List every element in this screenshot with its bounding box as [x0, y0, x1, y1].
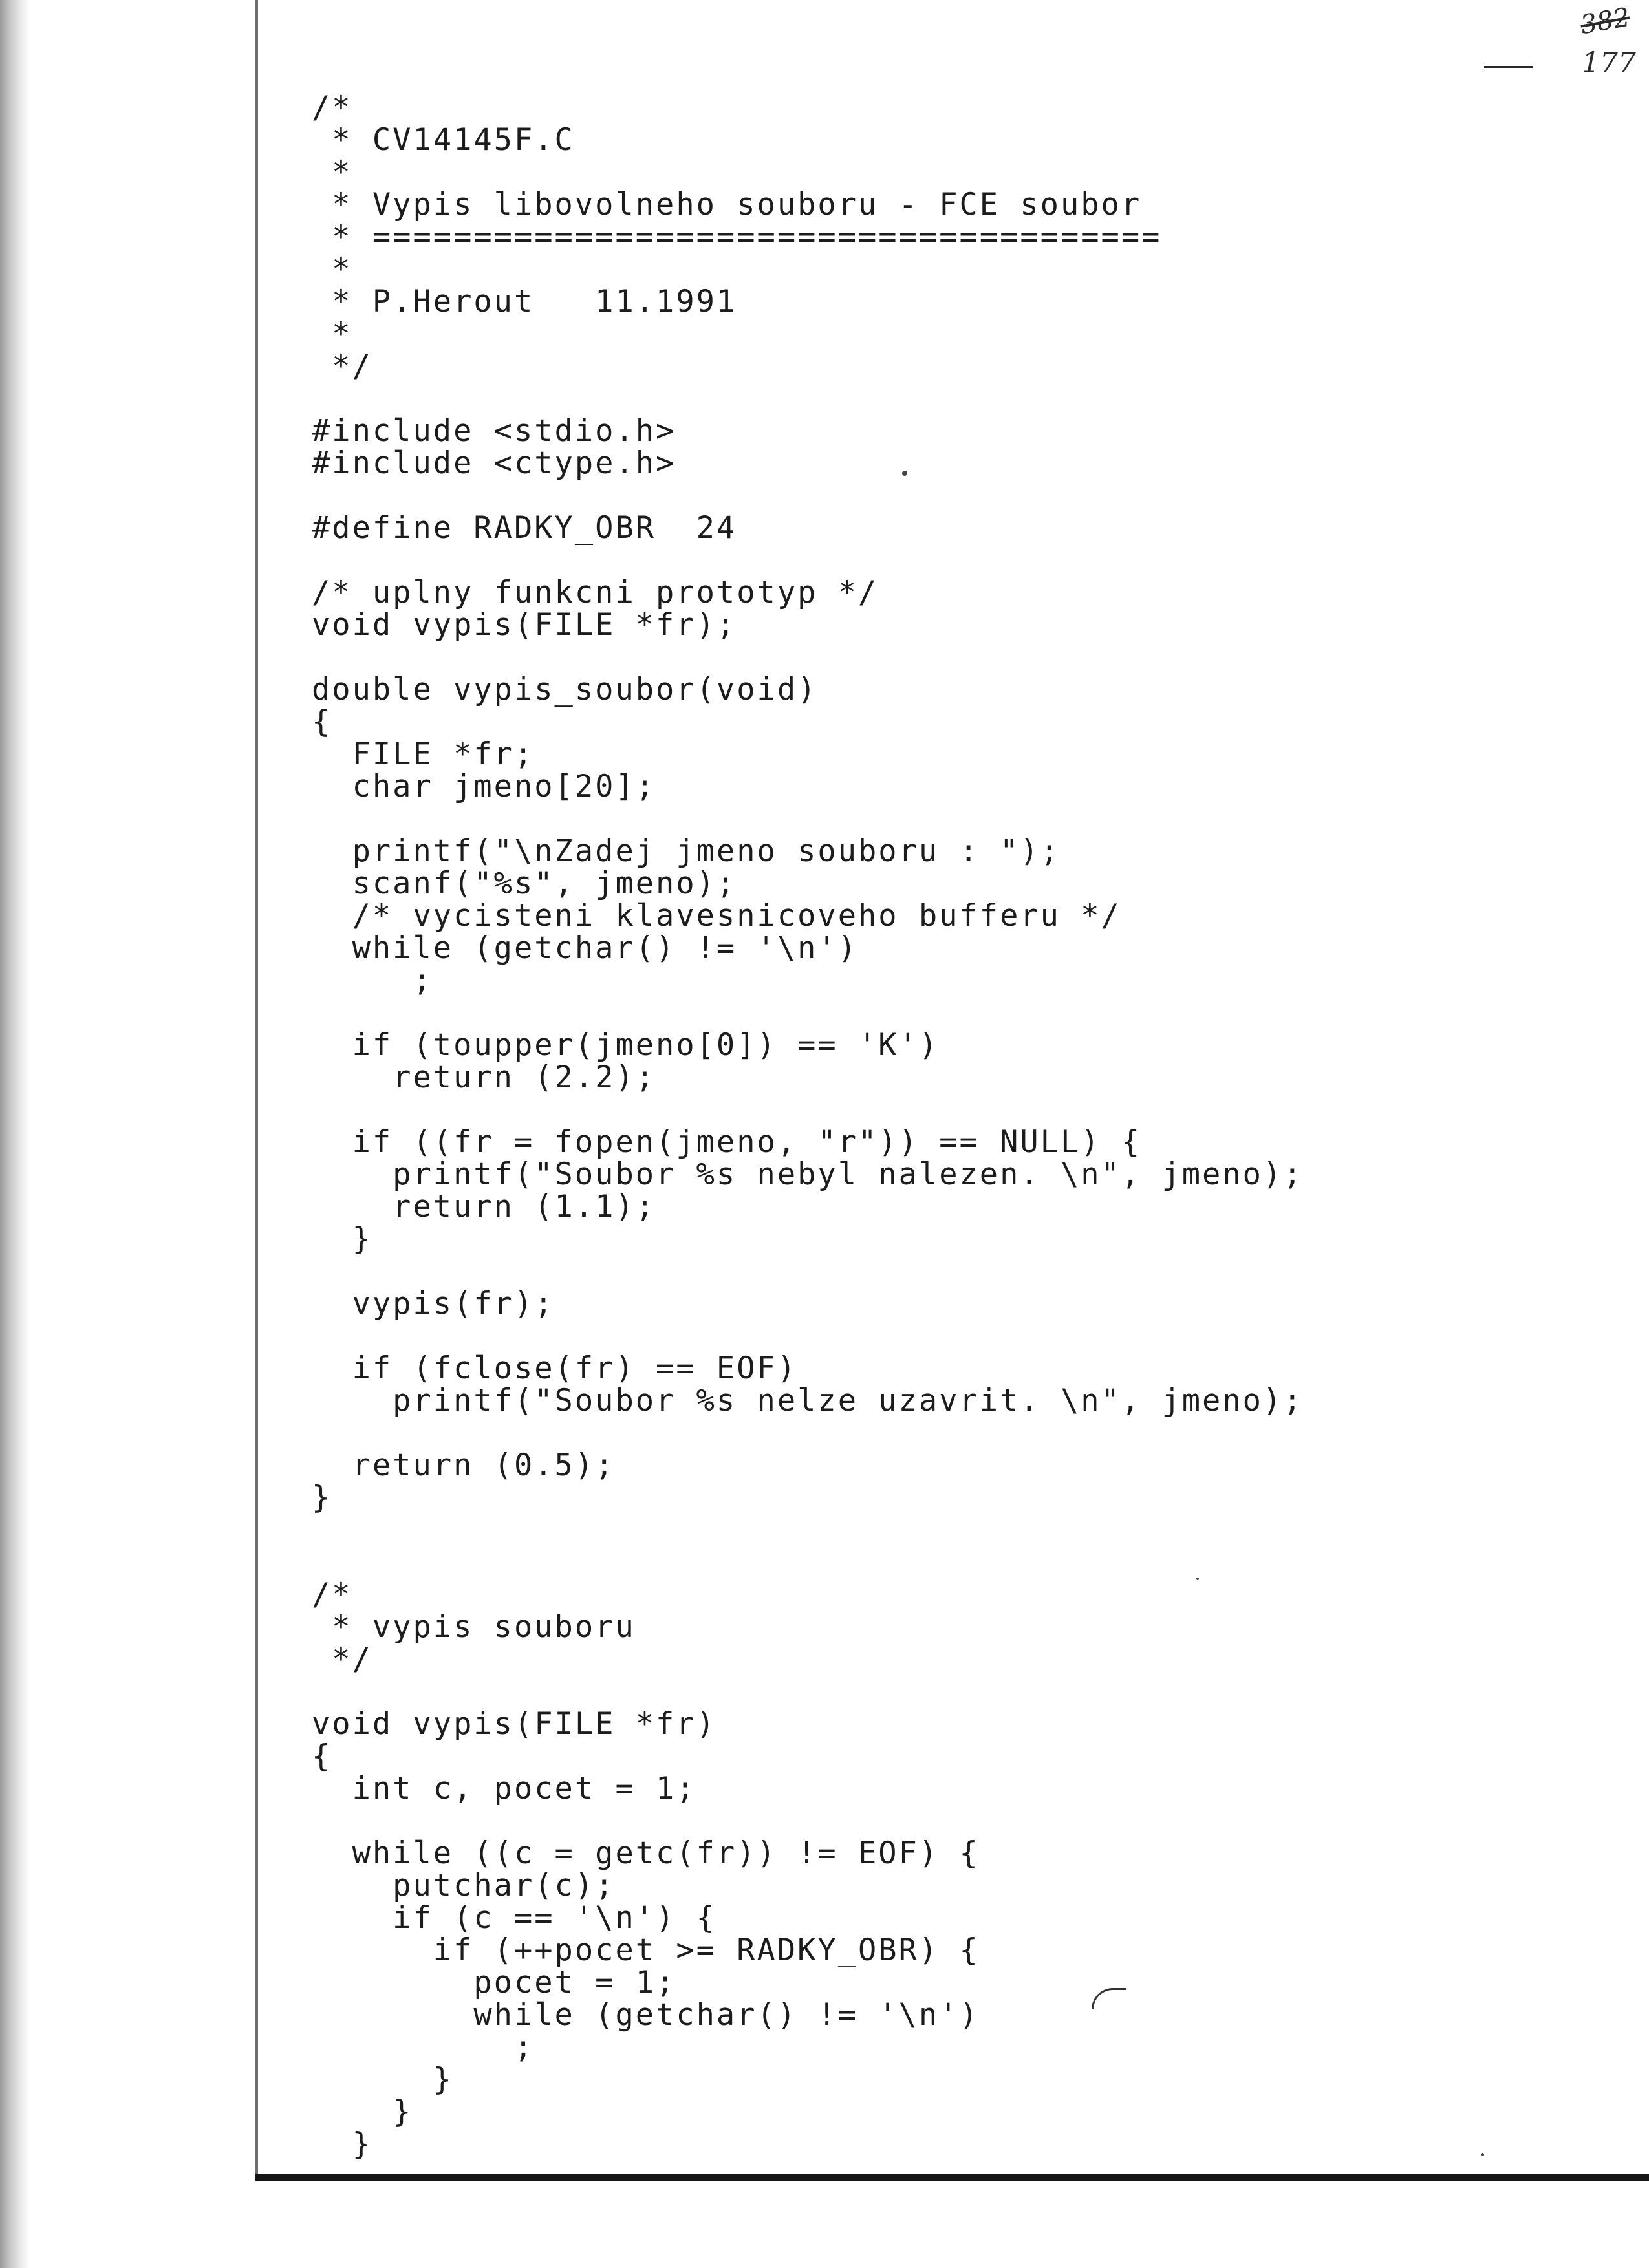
code-line: *: [312, 251, 352, 287]
code-line: return (1.1);: [312, 1189, 656, 1225]
code-line: /*: [312, 1577, 352, 1612]
code-line: #include <stdio.h>: [312, 413, 676, 449]
code-line: char jmeno[20];: [312, 769, 656, 804]
code-line: * Vypis libovolneho souboru - FCE soubor: [312, 187, 1142, 222]
code-line: *: [312, 155, 352, 190]
code-line: while ((c = getc(fr)) != EOF) {: [312, 1835, 980, 1871]
code-line: while (getchar() != '\n'): [312, 930, 859, 966]
code-line: [312, 480, 1631, 512]
code-line: FILE *fr;: [312, 736, 535, 772]
old-page-number: 382: [1578, 2, 1632, 41]
code-line: printf("Soubor %s nelze uzavrit. \n", jmeno);: [312, 1383, 1304, 1418]
code-line: [312, 1417, 1631, 1450]
code-line: printf("\nZadej jmeno souboru : ");: [312, 833, 1061, 869]
code-line: /* vycisteni klavesnicoveho bufferu */: [312, 898, 1121, 934]
code-line: {: [312, 1738, 332, 1774]
code-line: [312, 803, 1631, 835]
code-line: [312, 544, 1631, 577]
ink-speck: [1481, 2153, 1484, 2156]
code-line: if ((fr = fopen(jmeno, "r")) == NULL) {: [312, 1124, 1142, 1160]
code-line: [312, 1546, 1631, 1579]
code-listing: [312, 92, 1631, 2161]
code-line: /* uplny funkcni prototyp */: [312, 575, 879, 610]
code-line: int c, pocet = 1;: [312, 1771, 696, 1806]
code-line: ;: [312, 963, 433, 998]
bottom-rule: [255, 2174, 1649, 2181]
code-line: void vypis(FILE *fr): [312, 1706, 717, 1742]
code-line: return (2.2);: [312, 1060, 656, 1095]
code-line: [312, 1320, 1631, 1353]
code-line: [312, 641, 1631, 674]
ink-speck: [902, 471, 907, 476]
page-number-dash: [1484, 66, 1533, 68]
ink-speck: [1196, 1578, 1199, 1580]
page-number-annotation: [1474, 2, 1643, 84]
code-line: if (c == '\n') {: [312, 1900, 717, 1936]
code-line: [312, 383, 1631, 415]
code-line: scanf("%s", jmeno);: [312, 866, 737, 901]
code-line: [312, 1514, 1631, 1546]
code-line: #include <ctype.h>: [312, 445, 676, 481]
code-line: putchar(c);: [312, 1868, 616, 1903]
code-line: * vypis souboru: [312, 1609, 636, 1645]
code-line: void vypis(FILE *fr);: [312, 607, 737, 643]
code-line: if (fclose(fr) == EOF): [312, 1351, 798, 1386]
new-page-number: 177: [1582, 47, 1636, 80]
code-line: }: [312, 1221, 372, 1257]
code-line: [312, 1805, 1631, 1837]
code-line: [312, 1676, 1631, 1708]
code-line: [312, 1256, 1631, 1288]
code-line: if (toupper(jmeno[0]) == 'K'): [312, 1027, 940, 1063]
code-line: /*: [312, 90, 352, 125]
code-line: printf("Soubor %s nebyl nalezen. \n", jmeno);: [312, 1157, 1304, 1192]
code-line: }: [312, 2094, 413, 2130]
code-line: if (++pocet >= RADKY_OBR) {: [312, 1932, 980, 1968]
code-line: while (getchar() != '\n'): [312, 1997, 980, 2033]
code-line: ;: [312, 2029, 535, 2065]
code-line: }: [312, 2062, 454, 2097]
code-line: [312, 1094, 1631, 1126]
code-line: */: [312, 1642, 372, 1677]
code-line: * CV14145F.C: [312, 122, 575, 158]
code-line: return (0.5);: [312, 1448, 616, 1483]
code-line: * =======================================: [312, 219, 1162, 255]
code-line: * P.Herout 11.1991: [312, 284, 737, 319]
code-line: #define RADKY_OBR 24: [312, 510, 737, 546]
code-line: *: [312, 316, 352, 352]
code-line: */: [312, 348, 372, 384]
scan-shadow: [0, 0, 30, 2268]
code-line: }: [312, 2126, 372, 2162]
code-line: vypis(fr);: [312, 1286, 555, 1321]
code-line: }: [312, 1480, 332, 1515]
code-line: {: [312, 704, 332, 740]
code-line: double vypis_soubor(void): [312, 672, 818, 707]
code-line: pocet = 1;: [312, 1965, 676, 2000]
code-line: [312, 997, 1631, 1029]
